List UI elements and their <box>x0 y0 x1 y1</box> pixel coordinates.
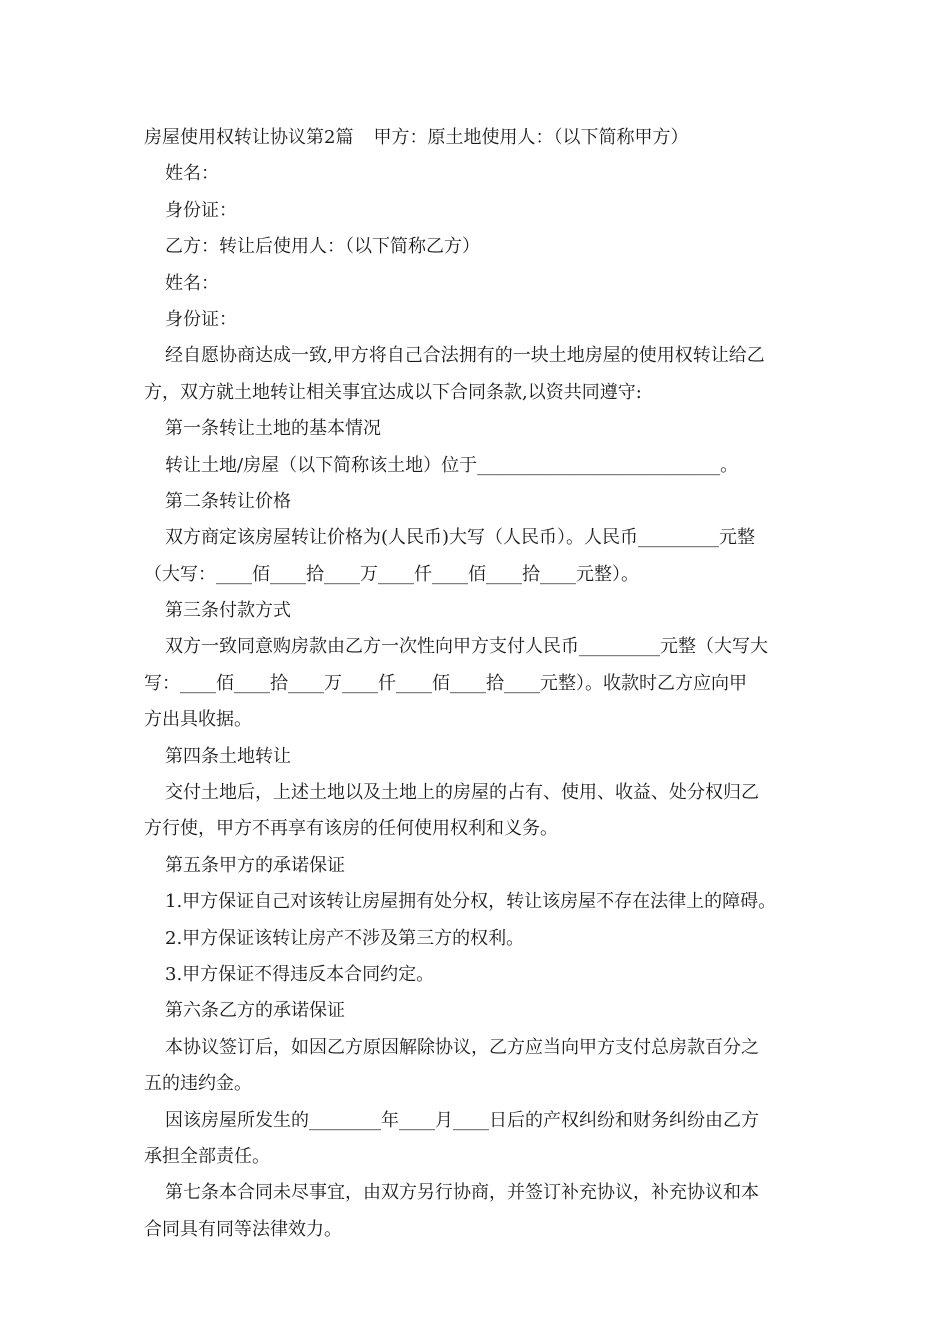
article-5-heading: 第五条甲方的承诺保证 <box>165 854 345 876</box>
document-heading <box>144 120 814 156</box>
party-a-id-label: 身份证： <box>165 199 237 221</box>
article-5-item-2: 2.甲方保证该转让房产不涉及第三方的权利。 <box>165 927 525 949</box>
party-b-name-label: 姓名： <box>165 272 219 294</box>
article-4-heading: 第四条土地转让 <box>165 745 291 767</box>
article-2-heading: 第二条转让价格 <box>165 490 291 512</box>
article-7-line-1: 第七条本合同未尽事宜，由双方另行协商，并签订补充协议，补充协议和本 <box>165 1182 759 1204</box>
article-6-liability-line-2: 承担全部责任。 <box>144 1145 270 1167</box>
article-6-penalty-line-1: 本协议签订后，如因乙方原因解除协议，乙方应当向甲方支付总房款百分之 <box>165 1036 759 1058</box>
article-6-heading: 第六条乙方的承诺保证 <box>165 1000 345 1022</box>
article-3-payment-line-2: 写：____佰____拾____万____仟____佰____拾____元整）。收款时乙方应向甲 <box>144 672 747 694</box>
article-1-location: 转让土地/房屋（以下简称该土地）位于___________________________。 <box>165 454 739 476</box>
article-4-transfer-line-1: 交付土地后，上述土地以及土地上的房屋的占有、使用、收益、处分权归乙 <box>165 782 759 804</box>
article-1-heading: 第一条转让土地的基本情况 <box>165 418 381 440</box>
document-body <box>144 120 814 1248</box>
preamble-line-2: 方，双方就土地转让相关事宜达成以下合同条款,以资共同遵守: <box>144 381 642 403</box>
article-6-penalty-line-2: 五的违约金。 <box>144 1073 252 1095</box>
article-5-item-3: 3.甲方保证不得违反本合同约定。 <box>165 963 435 985</box>
article-6-liability-line-1: 因该房屋所发生的________年____月____日后的产权纠纷和财务纠纷由乙方 <box>165 1109 759 1131</box>
party-b-id-label: 身份证： <box>165 308 237 330</box>
preamble-line-1: 经自愿协商达成一致,甲方将自己合法拥有的一块土地房屋的使用权转让给乙 <box>165 345 765 367</box>
document-title: 房屋使用权转让协议第2篇 <box>144 127 354 148</box>
article-3-payment-line-3: 方出具收据。 <box>144 709 252 731</box>
party-b-intro: 乙方：转让后使用人：（以下简称乙方） <box>165 236 480 258</box>
article-3-payment-line-1: 双方一致同意购房款由乙方一次性向甲方支付人民币_________元整（大写大 <box>165 636 768 658</box>
article-4-transfer-line-2: 方行使，甲方不再享有该房的任何使用权利和义务。 <box>144 818 558 840</box>
article-2-price-line-2: （大写：____佰____拾____万____仟____佰____拾____元整）。 <box>144 563 639 585</box>
party-a-name-label: 姓名： <box>165 163 219 185</box>
article-3-heading: 第三条付款方式 <box>165 600 291 622</box>
article-2-price-line-1: 双方商定该房屋转让价格为(人民币)大写（人民币）。人民币_________元整 <box>165 527 756 549</box>
article-7-line-2: 合同具有同等法律效力。 <box>144 1218 342 1240</box>
party-a-intro: 甲方：原土地使用人：（以下简称甲方） <box>373 127 689 148</box>
article-5-item-1: 1.甲方保证自己对该转让房屋拥有处分权，转让该房屋不存在法律上的障碍。 <box>165 891 777 913</box>
